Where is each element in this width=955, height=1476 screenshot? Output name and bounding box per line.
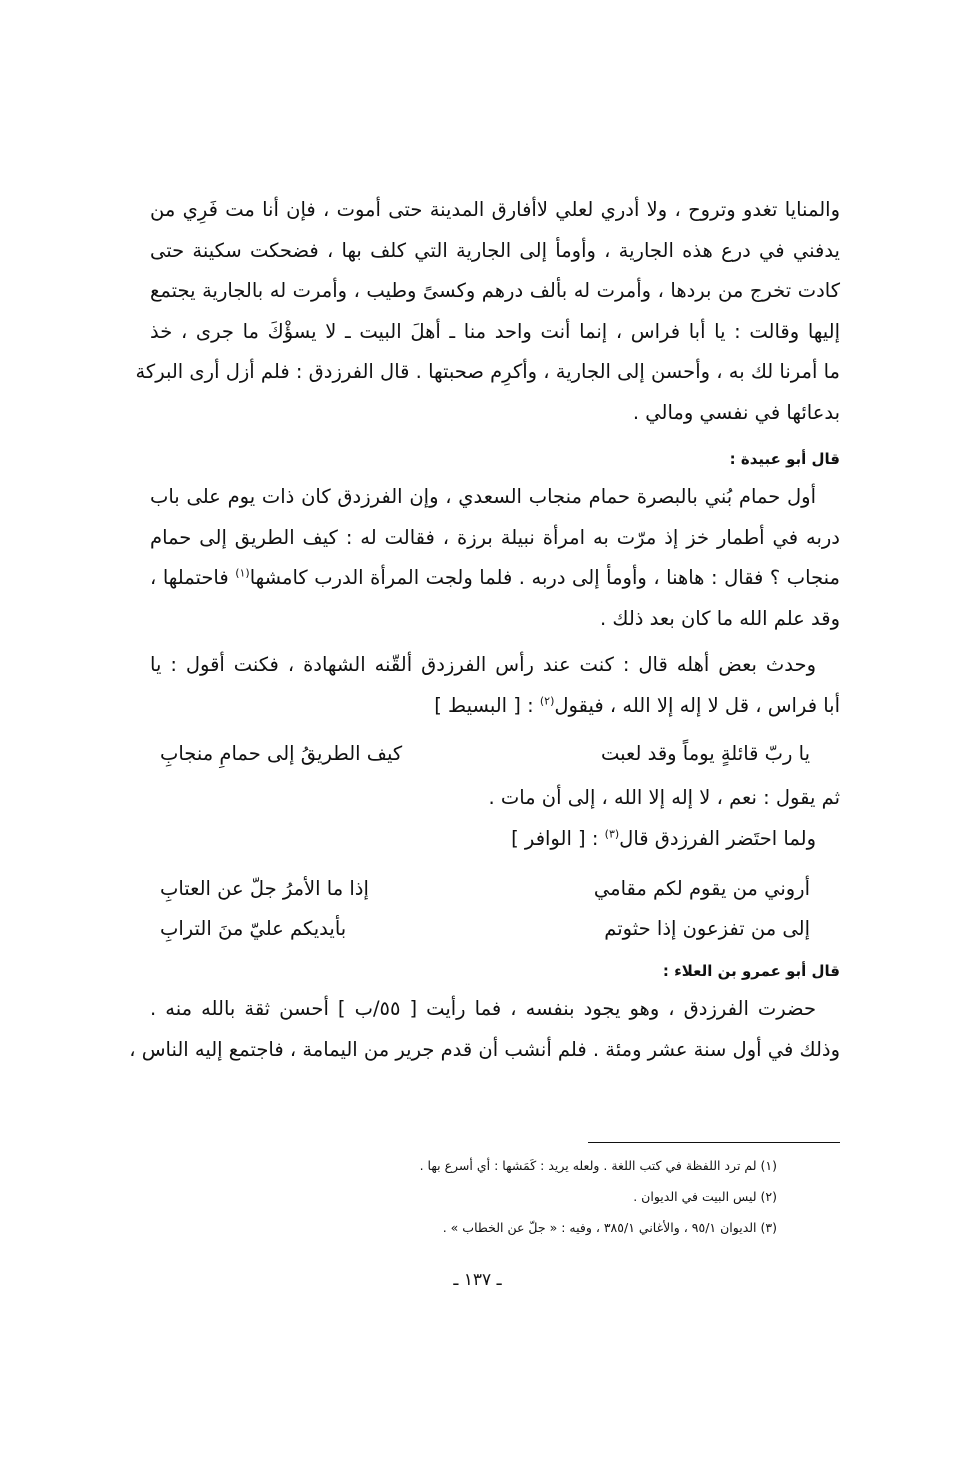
page-body	[129, 190, 840, 1070]
verse-first-hemistich: إلى من تفزعون إذا حثوتم	[604, 917, 810, 940]
verse-line	[150, 869, 840, 909]
text-line: وحدث بعض أهله قال : كنت عند رأس الفرزدق ألقّنه الشهادة ، فكنت أقول : يا	[150, 653, 816, 676]
meter-label: : [ البسيط ]	[434, 693, 540, 717]
text-line: ما أمرنا لك به ، وأحسن إلى الجارية ، وأكرِم صحبتها . قال الفرزدق : فلم أزل أرى البركة	[135, 360, 840, 383]
meter-label: : [ الوافر ]	[511, 826, 605, 850]
page-number: ـ ١٣٧ ـ	[453, 1270, 502, 1290]
text-line-part: فاحتملها ،	[150, 566, 236, 589]
text-line: بدعائها في نفسي ومالي .	[632, 400, 840, 424]
text-line: يدفني في درع هذه الجارية ، وأومأ إلى الجارية التي كلف بها ، فضحكت سكينة حتى	[150, 238, 840, 262]
verse-line	[150, 909, 840, 949]
text-line: كادت تخرج من بردها ، وأمرت له بألف درهم وكسىً وطيب ، وأمرت له بالجارية يجتمع	[150, 279, 840, 302]
paragraph-after-verse	[150, 778, 840, 819]
text-line: والمنايا تغدو وتروح ، ولا أدري لعلي لاأفارق المدينة حتى أموت ، فإن أنا مت فَرِي من	[150, 198, 840, 221]
text-line-part: ولما احتَضر الفرزدق قال	[619, 826, 816, 850]
section-heading-abu-amr: قال أبو عمرو بن العلاء :	[662, 962, 840, 980]
footnotes	[317, 1150, 777, 1243]
verse-second-hemistich: إذا ما الأمرُ جلّ عن العتابِ	[160, 877, 369, 900]
text-line-part: أبا فراس ، قل لا إله إلا الله ، فيقول	[554, 693, 840, 717]
verse-first-hemistich: أروني من يقوم لكم مقامي	[593, 877, 810, 900]
verse-first-hemistich: يا ربّ قائلةٍ يوماً وقد لعبت	[601, 742, 810, 765]
footnote: (٢) ليس البيت في الديوان .	[633, 1189, 777, 1204]
paragraph-3	[150, 645, 840, 726]
text-line	[150, 686, 840, 727]
verse-line	[150, 734, 840, 774]
paragraph-1	[135, 190, 840, 433]
footnote-marker: (١)	[235, 566, 250, 580]
text-line	[150, 819, 840, 860]
paragraph-5	[129, 989, 840, 1070]
footnote-divider	[588, 1142, 840, 1143]
text-line: وذلك في أول سنة عشر ومئة . فلم أنشب أن قدم جرير من اليمامة ، فاجتمع إليه الناس ،	[129, 1037, 840, 1061]
text-line: إليها وقالت : يا أبا فراس ، إنما أنت واحد منا ـ أهلَ البيت ـ لا يسؤْكَ ما جرى ، خذ	[150, 319, 840, 343]
text-line: ثم يقول : نعم ، لا إله إلا الله ، إلى أن مات .	[488, 786, 840, 809]
text-line: حضرت الفرزدق ، وهو يجود بنفسه ، فما رأيت [ ٥٥/ب ] أحسن ثقة بالله منه .	[150, 997, 816, 1020]
footnote: (٣) الديوان ٩٥/١ ، والأغاني ٣٨٥/١ ، وفيه : « جلّ عن الخطاب » .	[442, 1220, 777, 1235]
paragraph-4	[150, 819, 840, 860]
text-line: وقد علم الله ما كان بعد ذلك .	[600, 606, 840, 630]
text-line: دربه في أطمار خز إذ مرّت به امرأة نبيلة برزة ، فقالت له : كيف الطريق إلى حمام	[150, 525, 840, 549]
section-heading-abu-ubayda: قال أبو عبيدة :	[729, 450, 840, 468]
footnote-marker: (٢)	[539, 694, 555, 707]
verse-second-hemistich: كيف الطريقُ إلى حمامِ منجابِ	[160, 742, 403, 765]
text-line-part: منجاب ؟ فقال : هاهنا ، وأومأ إلى دربه . فلما ولجت المرأة الدرب كامشها	[249, 566, 840, 589]
verse-second-hemistich: بأيديكم عليّ منَ الترابِ	[160, 917, 347, 940]
text-line	[150, 558, 840, 599]
text-line: أول حمام بُني بالبصرة حمام منجاب السعدي ، وإن الفرزدق كان ذات يوم على باب	[150, 485, 816, 508]
footnote-marker: (٣)	[604, 827, 620, 840]
footnote: (١) لم ترد اللفظة في كتب اللغة . ولعله يريد : كَمَشها : أي أسرع بها .	[419, 1158, 777, 1173]
paragraph-2	[150, 477, 840, 639]
